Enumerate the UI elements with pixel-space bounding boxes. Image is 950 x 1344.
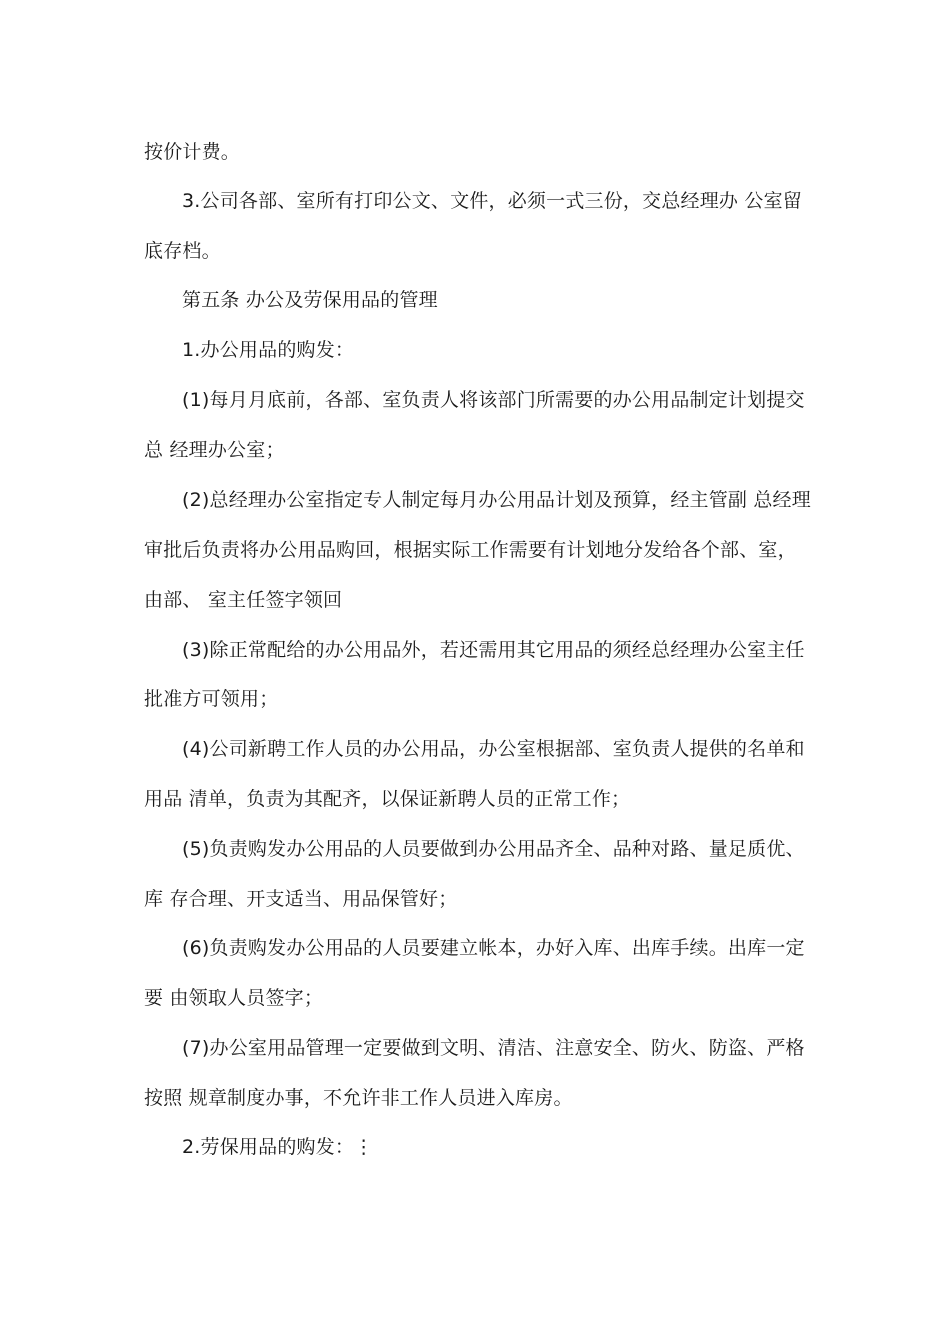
subsection-heading: 2.劳保用品的购发：⋮ xyxy=(182,1136,374,1158)
text-line: 按价计费。 xyxy=(144,141,241,163)
text-line: 审批后负责将办公用品购回，根据实际工作需要有计划地分发给各个部、室， xyxy=(144,539,797,561)
paragraph-line: (2)总经理办公室指定专人制定每月办公用品计划及预算，经主管副 总经理 xyxy=(182,489,811,511)
text-line: 库 存合理、开支适当、用品保管好； xyxy=(144,888,458,910)
text-line: 用品 清单，负责为其配齐，以保证新聘人员的正常工作； xyxy=(144,788,631,810)
text-line: 底存档。 xyxy=(144,240,221,262)
paragraph-line: (6)负责购发办公用品的人员要建立帐本，办好入库、出库手续。出库一定 xyxy=(182,937,805,959)
text-line: 总 经理办公室； xyxy=(144,439,285,461)
section-heading: 第五条 办公及劳保用品的管理 xyxy=(182,289,438,311)
paragraph-line: (1)每月月底前，各部、室负责人将该部门所需要的办公用品制定计划提交 xyxy=(182,389,805,411)
text-line: 批准方可领用； xyxy=(144,688,279,710)
paragraph-line: (7)办公室用品管理一定要做到文明、清洁、注意安全、防火、防盗、严格 xyxy=(182,1037,805,1059)
text-line: 按照 规章制度办事，不允许非工作人员进入库房。 xyxy=(144,1087,573,1109)
text-line: 由部、 室主任签字领回 xyxy=(144,589,343,611)
subsection-heading: 1.办公用品的购发： xyxy=(182,339,355,361)
paragraph-line: (4)公司新聘工作人员的办公用品，办公室根据部、室负责人提供的名单和 xyxy=(182,738,805,760)
paragraph-line: 3.公司各部、室所有打印公文、文件，必须一式三份，交总经理办 公室留 xyxy=(182,190,802,212)
paragraph-line: (3)除正常配给的办公用品外，若还需用其它用品的须经总经理办公室主任 xyxy=(182,639,805,661)
text-line: 要 由领取人员签字； xyxy=(144,987,324,1009)
paragraph-line: (5)负责购发办公用品的人员要做到办公用品齐全、品种对路、量足质优、 xyxy=(182,838,805,860)
